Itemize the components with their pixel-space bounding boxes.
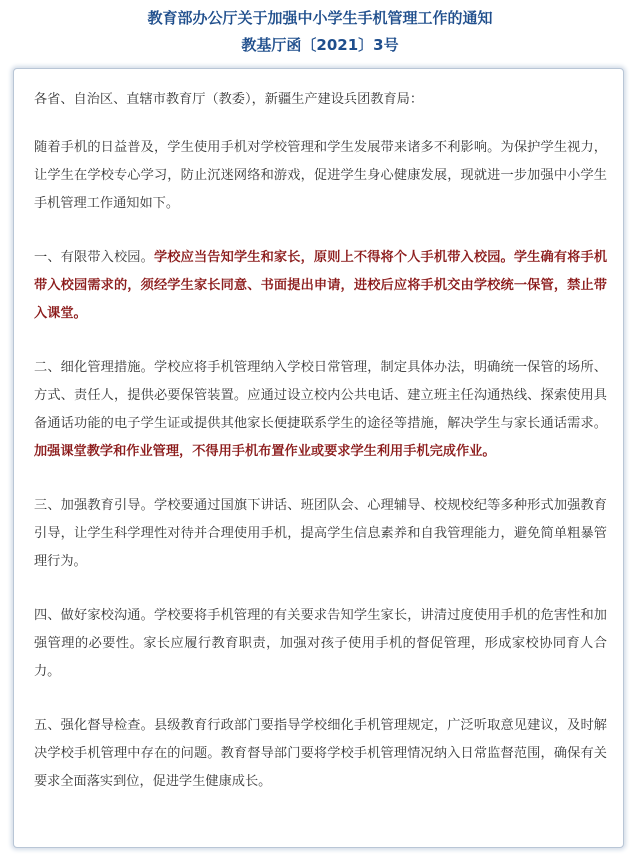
intro-paragraph: 随着手机的日益普及，学生使用手机对学校管理和学生发展带来诸多不利影响。为保护学生视力，让学生在学校专心学习，防止沉迷网络和游戏，促进学生身心健康发展，现就进一步加强中小学生手机管理工作通知如下。 xyxy=(34,140,607,211)
item-2-lead: 二、细化管理措施。学校应将手机管理纳入学校日常管理，制定具体办法，明确统一保管的场所、方式、责任人，提供必要保管装置。应通过设立校内公共电话、建立班主任沟通热线、探索使用具备通话功能的电子学生证或提供其他家长便捷联系学生的途径等措施，解决学生与家长通话需求。 xyxy=(34,360,607,431)
item-1-lead: 一、有限带入校园。 xyxy=(34,250,154,265)
item-1-paragraph xyxy=(34,244,607,328)
item-2-paragraph xyxy=(34,354,607,466)
document-number: 教基厅函〔2021〕3号 xyxy=(241,36,399,54)
item-2-emphasis: 加强课堂教学和作业管理，不得用手机布置作业或要求学生利用手机完成作业。 xyxy=(34,444,496,459)
item-4-paragraph: 四、做好家校沟通。学校要将手机管理的有关要求告知学生家长，讲清过度使用手机的危害性和加强管理的必要性。家长应履行教育职责，加强对孩子使用手机的督促管理，形成家校协同育人合力。 xyxy=(34,608,607,679)
item-1-emphasis: 学校应当告知学生和家长，原则上不得将个人手机带入校园。学生确有将手机带入校园需求的，须经学生家长同意、书面提出申请，进校后应将手机交由学校统一保管，禁止带入课堂。 xyxy=(34,250,608,321)
page-title: 教育部办公厅关于加强中小学生手机管理工作的通知 xyxy=(147,9,493,27)
item-3-paragraph: 三、加强教育引导。学校要通过国旗下讲话、班团队会、心理辅导、校规校纪等多种形式加强教育引导，让学生科学理性对待并合理使用手机，提高学生信息素养和自我管理能力，避免简单粗暴管理行为。 xyxy=(34,498,607,569)
item-5-paragraph: 五、强化督导检查。县级教育行政部门要指导学校细化手机管理规定，广泛听取意见建议，及时解决学校手机管理中存在的问题。教育督导部门要将学校手机管理情况纳入日常监督范围，确保有关要求全面落实到位，促进学生健康成长。 xyxy=(34,718,607,789)
salutation: 各省、自治区、直辖市教育厅（教委），新疆生产建设兵团教育局： xyxy=(34,92,424,107)
notice-body-card xyxy=(13,68,624,848)
